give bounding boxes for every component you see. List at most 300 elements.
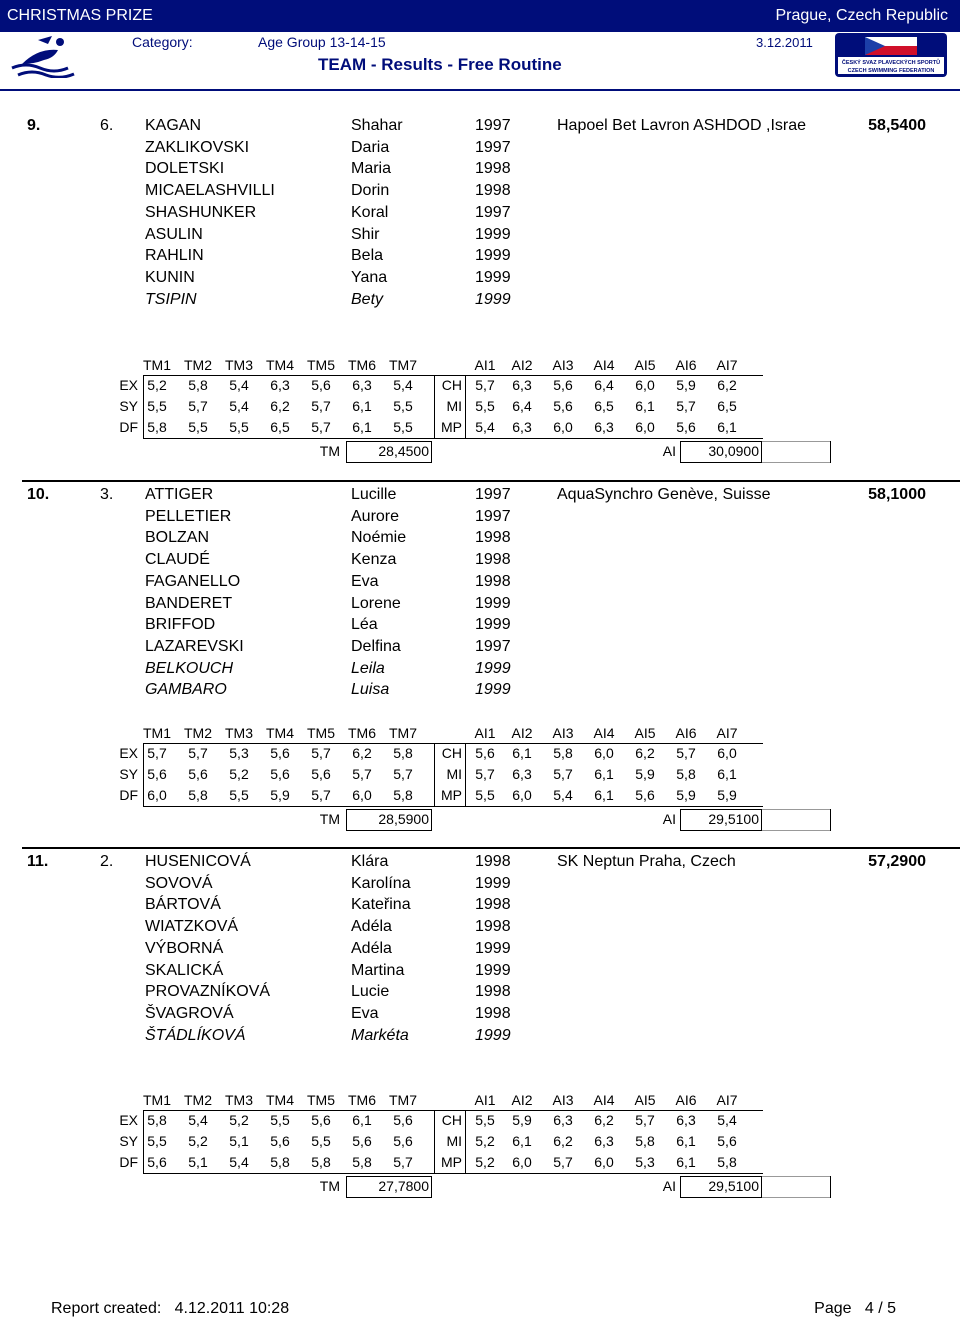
event-title: CHRISTMAS PRIZE [7,7,153,24]
entry-separator [22,847,960,849]
tm-score-cell: 5,8 [147,1112,167,1128]
ai-judge-header: AI3 [552,357,574,373]
tm-score-cell: 5,5 [229,419,249,435]
page-label: Page [814,1300,852,1317]
swimmer-year: 1998 [475,572,511,590]
swimmer-year: 1997 [475,637,511,655]
tm-score-cell: 5,8 [352,1154,372,1170]
tm-judge-header: TM7 [389,725,417,741]
ai-score-cell: 6,3 [553,1112,573,1128]
score-grid-line [434,743,435,807]
tm-score-cell: 6,0 [352,787,372,803]
score-grid-line [760,1176,830,1177]
place-rank: 10. [27,486,50,503]
swimmer-row [0,117,540,139]
tm-judge-header: TM4 [266,1092,294,1108]
tm-score-cell: 5,6 [270,745,290,761]
ai-score-cell: 6,1 [717,766,737,782]
club-name: Hapoel Bet Lavron ASHDOD ,Israe [557,117,807,134]
swimmer-row [0,139,540,161]
tm-judge-header: TM5 [307,357,335,373]
swimmer-firstname: Dorin [351,182,390,200]
tm-judge-header: TM3 [225,357,253,373]
ai-score-cell: 6,1 [512,1133,532,1149]
swimmer-firstname: Adéla [351,918,392,936]
score-grid-line [143,375,763,376]
ai-score-cell: 5,4 [553,787,573,803]
ai-score-cell: 5,6 [676,419,696,435]
tm-total-label: TM [319,443,340,459]
swimmer-year: 1998 [475,853,511,870]
tm-score-cell: 6,3 [352,377,372,393]
ai-score-cell: 6,1 [594,766,614,782]
tm-score-cell: 5,7 [311,745,331,761]
swimmer-year: 1999 [475,594,511,612]
score-grid-line [760,462,830,463]
ai-score-cell: 5,7 [676,745,696,761]
swimmer-lastname: FAGANELLO [145,572,241,590]
swimmer-year: 1997 [475,138,511,156]
swimmer-firstname: Delfina [351,637,401,655]
swimmer-firstname: Leila [351,659,385,677]
swimmer-year: 1998 [475,529,511,547]
swimmer-lastname: BRIFFOD [145,616,216,634]
ai-score-cell: 5,6 [635,787,655,803]
ai-score-cell: 5,8 [635,1133,655,1149]
tm-score-cell: 5,4 [393,377,413,393]
tm-score-cell: 5,5 [147,1133,167,1149]
tm-criterion-label: EX [119,1112,138,1128]
ai-score-cell: 5,7 [553,766,573,782]
entry-separator [22,480,960,482]
place-rank: 11. [27,853,49,870]
ai-score-cell: 6,1 [676,1133,696,1149]
ai-score-cell: 5,8 [676,766,696,782]
place-rank: 9. [27,117,41,134]
ai-score-cell: 5,7 [475,766,495,782]
ai-score-cell: 5,2 [475,1133,495,1149]
ai-score-cell: 6,1 [635,398,655,414]
tm-judge-header: TM1 [143,357,171,373]
ai-score-cell: 5,5 [475,787,495,803]
swimmer-year: 1999 [475,290,511,308]
ai-criterion-label: MI [446,1133,462,1149]
ai-judge-header: AI1 [474,357,496,373]
total-score: 58,5400 [868,117,926,134]
swimmer-firstname: Maria [351,160,392,178]
tm-score-cell: 6,0 [147,787,167,803]
swimmer-lastname: ZAKLIKOVSKI [145,138,250,156]
swimmer-firstname: Léa [351,616,378,634]
ai-score-cell: 6,3 [512,766,532,782]
tm-score-cell: 5,4 [188,1112,208,1128]
swimmer-row [0,529,540,551]
ai-judge-header: AI6 [675,1092,697,1108]
swimmer-row [0,269,540,291]
tm-criterion-label: EX [119,377,138,393]
ai-judge-header: AI4 [593,1092,615,1108]
event-date: 3.12.2011 [756,35,813,50]
swimmer-lastname: VÝBORNÁ [145,939,224,957]
swimmer-firstname: Lucille [351,486,397,503]
tm-score-cell: 5,4 [229,398,249,414]
ai-total-label: AI [662,811,676,827]
ai-score-cell: 5,4 [717,1112,737,1128]
swimmer-firstname: Lucie [351,983,390,1001]
swimmer-year: 1999 [475,659,511,677]
swimmer-lastname: ŠVAGROVÁ [145,1004,234,1022]
tm-score-cell: 5,8 [188,787,208,803]
tm-score-cell: 5,6 [311,377,331,393]
ai-score-cell: 5,6 [475,745,495,761]
swimmer-year: 1998 [475,896,511,914]
tm-score-cell: 5,5 [311,1133,331,1149]
category-label: Category: [132,34,193,50]
ai-total-label: AI [662,443,676,459]
swimmer-row [0,616,540,638]
swimmer-lastname: LAZAREVSKI [145,637,244,655]
swimmer-lastname: GAMBARO [145,681,227,699]
swimmer-row [0,896,540,918]
ai-score-cell: 5,5 [475,1112,495,1128]
swimmer-row [0,551,540,573]
score-grid-line [143,1110,763,1111]
tm-score-cell: 5,5 [393,398,413,414]
tm-score-cell: 5,2 [147,377,167,393]
score-grid-line [465,1110,466,1174]
ai-criterion-label: MP [441,787,462,803]
ai-score-cell: 5,8 [553,745,573,761]
ai-score-cell: 5,9 [717,787,737,803]
tm-score-cell: 5,6 [270,1133,290,1149]
ai-score-cell: 6,0 [512,787,532,803]
swimmer-year: 1999 [475,961,511,979]
ai-judge-header: AI2 [511,357,533,373]
ai-judge-header: AI5 [634,725,656,741]
ai-score-cell: 5,7 [676,398,696,414]
tm-score-cell: 5,7 [393,766,413,782]
score-grid-line [434,375,435,439]
tm-judge-header: TM2 [184,1092,212,1108]
ai-judge-header: AI2 [511,1092,533,1108]
ai-score-cell: 5,6 [717,1133,737,1149]
swimmer-row [0,1005,540,1027]
tm-criterion-label: SY [119,398,138,414]
tm-score-cell: 5,2 [229,1112,249,1128]
tm-score-cell: 6,3 [270,377,290,393]
club-name: SK Neptun Praha, Czech [557,853,736,870]
ai-score-cell: 6,3 [594,1133,614,1149]
swimmer-lastname: ŠTÁDLÍKOVÁ [145,1026,246,1044]
score-grid-line [143,743,763,744]
tm-score-cell: 6,1 [352,398,372,414]
report-created-label: Report created: [51,1300,162,1317]
tm-score-cell: 5,7 [311,787,331,803]
ai-score-cell: 5,9 [512,1112,532,1128]
tm-judge-header: TM2 [184,357,212,373]
ai-total-value: 29,5100 [708,811,759,827]
ai-judge-header: AI5 [634,357,656,373]
swimmer-year: 1999 [475,939,511,957]
swimmer-year: 1997 [475,486,511,503]
tm-score-cell: 5,6 [393,1133,413,1149]
tm-score-cell: 5,5 [393,419,413,435]
ai-score-cell: 5,2 [475,1154,495,1170]
tm-score-cell: 5,9 [270,787,290,803]
ai-score-cell: 5,3 [635,1154,655,1170]
swimmer-firstname: Lorene [351,594,401,612]
swimmer-firstname: Koral [351,203,389,221]
swimmer-year: 1998 [475,551,511,569]
swimmer-row [0,918,540,940]
report-title: TEAM - Results - Free Routine [318,55,562,74]
swimmer-lastname: DOLETSKI [145,160,225,178]
tm-score-cell: 5,5 [188,419,208,435]
score-grid-line [143,1173,763,1174]
page-value: 4 / 5 [864,1300,896,1317]
tm-score-cell: 5,6 [147,766,167,782]
ai-score-cell: 6,4 [594,377,614,393]
score-grid-line [760,1197,830,1198]
ai-judge-header: AI3 [552,725,574,741]
tm-score-cell: 5,7 [311,419,331,435]
swimmer-lastname: MICAELASHVILLI [145,182,275,200]
swimmer-lastname: ASULIN [145,225,203,243]
swimmer-firstname: Luisa [351,681,390,699]
score-grid-line [760,809,830,810]
swimmer-lastname: SKALICKÁ [145,961,224,979]
swimmer-lastname: ATTIGER [145,486,214,503]
tm-score-cell: 5,8 [311,1154,331,1170]
swimmer-row [0,681,540,703]
swimmer-row [0,983,540,1005]
tm-criterion-label: SY [119,1133,138,1149]
score-grid-line [760,441,830,442]
swimmer-year: 1998 [475,160,511,178]
swimmer-year: 1999 [475,616,511,634]
swimmer-lastname: CLAUDÉ [145,551,210,569]
ai-judge-header: AI5 [634,1092,656,1108]
ai-judge-header: AI4 [593,357,615,373]
swimmer-firstname: Karolína [351,874,411,892]
start-order: 2. [100,853,114,870]
ai-score-cell: 6,2 [717,377,737,393]
ai-criterion-label: CH [441,377,462,393]
swimmer-firstname: Noémie [351,529,407,547]
swimmer-row [0,486,540,508]
swimmer-year: 1999 [475,247,511,265]
swimmer-lastname: BOLZAN [145,529,210,547]
swimmer-row [0,875,540,897]
swimmer-firstname: Bela [351,247,384,265]
ai-score-cell: 5,7 [635,1112,655,1128]
ai-judge-header: AI2 [511,725,533,741]
swimmer-row [0,638,540,660]
swimmer-logo-icon [8,34,80,78]
swimmer-lastname: SOVOVÁ [145,874,213,892]
tm-criterion-label: DF [119,1154,138,1170]
tm-judge-header: TM1 [143,725,171,741]
tm-score-cell: 5,6 [147,1154,167,1170]
tm-judge-header: TM7 [389,1092,417,1108]
ai-judge-header: AI4 [593,725,615,741]
page-number [814,1300,896,1318]
ai-score-cell: 6,2 [635,745,655,761]
swimmer-firstname: Bety [351,290,384,308]
ai-judge-header: AI3 [552,1092,574,1108]
report-created-value: 4.12.2011 10:28 [174,1300,290,1317]
tm-judge-header: TM4 [266,357,294,373]
ai-criterion-label: MP [441,1154,462,1170]
tm-score-cell: 5,4 [229,1154,249,1170]
tm-score-cell: 6,2 [270,398,290,414]
swimmer-row [0,962,540,984]
tm-judge-header: TM3 [225,1092,253,1108]
total-score: 57,2900 [868,853,926,870]
ai-judge-header: AI1 [474,725,496,741]
ai-score-cell: 6,0 [594,745,614,761]
tm-score-cell: 5,5 [229,787,249,803]
swimmer-lastname: BÁRTOVÁ [145,896,221,914]
swimmer-lastname: PELLETIER [145,507,232,525]
tm-score-cell: 6,1 [352,1112,372,1128]
swimmer-firstname: Markéta [351,1026,409,1044]
header-bar [0,0,960,32]
tm-criterion-label: DF [119,787,138,803]
tm-score-cell: 5,7 [393,1154,413,1170]
swimmer-row [0,247,540,269]
score-grid-line [465,743,466,807]
score-grid-line [830,1176,831,1198]
ai-score-cell: 5,7 [553,1154,573,1170]
tm-score-cell: 5,8 [393,787,413,803]
tm-total-value: 28,5900 [378,811,429,827]
tm-total-label: TM [319,1178,340,1194]
club-name: AquaSynchro Genève, Suisse [557,486,771,503]
tm-score-cell: 5,8 [393,745,413,761]
ai-score-cell: 6,0 [512,1154,532,1170]
ai-total-label: AI [662,1178,676,1194]
event-place: Prague, Czech Republic [775,7,948,24]
tm-criterion-label: SY [119,766,138,782]
ai-score-cell: 6,1 [676,1154,696,1170]
swimmer-firstname: Kateřina [351,896,411,914]
swimmer-lastname: BANDERET [145,594,233,612]
swimmer-firstname: Eva [351,572,379,590]
tm-total-label: TM [319,811,340,827]
federation-logo-icon [835,33,947,77]
swimmer-lastname: KUNIN [145,268,195,286]
swimmer-year: 1998 [475,182,511,200]
tm-score-cell: 5,6 [270,766,290,782]
swimmer-firstname: Shahar [351,117,403,134]
swimmer-row [0,204,540,226]
ai-score-cell: 5,9 [676,787,696,803]
ai-score-cell: 5,9 [676,377,696,393]
tm-judge-header: TM7 [389,357,417,373]
logo-line-1: ČESKÝ SVAZ PLAVECKÝCH SPORTŮ [841,60,941,66]
tm-score-cell: 5,6 [393,1112,413,1128]
swimmer-year: 1997 [475,117,511,134]
ai-score-cell: 6,3 [594,419,614,435]
swimmer-year: 1998 [475,918,511,936]
tm-criterion-label: EX [119,745,138,761]
ai-judge-header: AI6 [675,357,697,373]
ai-score-cell: 6,0 [635,377,655,393]
swimmer-firstname: Kenza [351,551,397,569]
ai-score-cell: 6,5 [594,398,614,414]
category-value: Age Group 13-14-15 [258,34,386,50]
swimmer-lastname: PROVAZNÍKOVÁ [145,983,271,1001]
score-table [0,357,960,467]
report-created [51,1300,289,1318]
tm-judge-header: TM3 [225,725,253,741]
ai-judge-header: AI7 [716,1092,738,1108]
swimmer-year: 1998 [475,1004,511,1022]
swimmer-firstname: Eva [351,1004,379,1022]
tm-judge-header: TM1 [143,1092,171,1108]
ai-score-cell: 6,2 [553,1133,573,1149]
swimmer-firstname: Daria [351,138,390,156]
tm-score-cell: 6,5 [270,419,290,435]
ai-criterion-label: CH [441,745,462,761]
start-order: 3. [100,486,114,503]
ai-judge-header: AI7 [716,725,738,741]
tm-judge-header: TM2 [184,725,212,741]
swimmer-year: 1999 [475,681,511,699]
ai-score-cell: 6,3 [512,419,532,435]
tm-score-cell: 6,1 [352,419,372,435]
tm-score-cell: 5,5 [270,1112,290,1128]
tm-score-cell: 5,4 [229,377,249,393]
ai-total-value: 29,5100 [708,1178,759,1194]
swimmer-year: 1997 [475,507,511,525]
tm-score-cell: 5,7 [147,745,167,761]
header-rule [0,89,960,91]
tm-score-cell: 5,3 [229,745,249,761]
swimmer-lastname: HUSENICOVÁ [145,853,251,870]
ai-score-cell: 5,5 [475,398,495,414]
tm-score-cell: 5,2 [188,1133,208,1149]
tm-score-cell: 5,6 [188,766,208,782]
ai-judge-header: AI1 [474,1092,496,1108]
tm-judge-header: TM6 [348,725,376,741]
ai-score-cell: 5,7 [475,377,495,393]
swimmer-row [0,226,540,248]
score-table [0,725,960,835]
ai-total-value: 30,0900 [708,443,759,459]
swimmer-year: 1999 [475,268,511,286]
ai-score-cell: 5,4 [475,419,495,435]
total-score: 58,1000 [868,486,926,503]
ai-criterion-label: MI [446,398,462,414]
tm-judge-header: TM5 [307,1092,335,1108]
swimmer-row [0,595,540,617]
tm-score-cell: 5,8 [188,377,208,393]
swimmer-year: 1999 [475,1026,511,1044]
tm-score-cell: 5,7 [311,398,331,414]
tm-score-cell: 5,8 [147,419,167,435]
tm-total-value: 27,7800 [378,1178,429,1194]
score-grid-line [143,806,763,807]
swimmer-firstname: Shir [351,225,380,243]
swimmer-year: 1999 [475,874,511,892]
swimmer-firstname: Aurore [351,507,400,525]
tm-judge-header: TM5 [307,725,335,741]
score-grid-line [465,375,466,439]
swimmer-lastname: TSIPIN [145,290,197,308]
swimmer-row [0,160,540,182]
